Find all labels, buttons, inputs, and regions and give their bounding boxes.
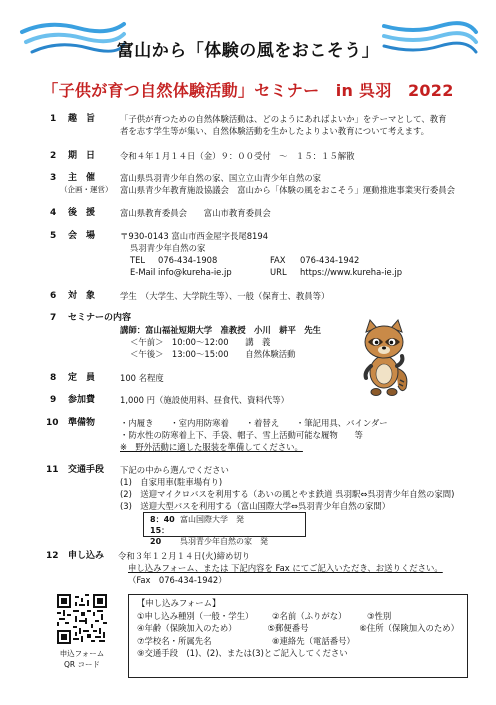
items-note: ※ 野外活動に適した服装を準備してください。 (120, 442, 303, 452)
items-line-1: ・内履き ・室内用防寒着 ・着替え ・筆記用具、バインダー (120, 418, 388, 428)
section-number: 1 (50, 114, 57, 124)
bus-row: 15：20 呉羽青少年自然の家 発 (150, 526, 268, 546)
qr-code-icon[interactable] (57, 594, 107, 644)
morning-session: ＜午前＞ 10:00～12:00 講 義 (130, 337, 271, 347)
section-number: 5 (50, 231, 57, 241)
fee-text: 1,000 円（施設使用料、昼食代、資料代等） (120, 395, 290, 405)
section-number: 3 (50, 173, 57, 183)
section-number: 2 (50, 151, 57, 161)
organizer-line-1: 富山県呉羽青少年自然の家、国立立山青少年自然の家 (120, 173, 321, 183)
apply-deadline: 令和３年１２月１４日(火)締め切り (118, 551, 251, 561)
section-label: 定 員 (68, 373, 96, 383)
section-label: 参加費 (68, 395, 96, 405)
section-number: 8 (50, 373, 57, 383)
venue-fax: 076-434-1942 (300, 255, 360, 265)
section-label: 準備物 (68, 418, 96, 428)
section-sublabel: （企画・運営） (60, 185, 113, 194)
section-label: セミナーの内容 (68, 313, 132, 323)
venue-facility: 呉羽青少年自然の家 (130, 243, 206, 253)
section-label: 会 場 (68, 231, 96, 241)
purpose-line-2: 者を志す学生等が集い、自然体験活動を生かしたよりよい教育について考えます。 (120, 126, 430, 136)
purpose-line-1: 「子供が育つための自然体験活動は、どのようにあればよいか」をテーマとして、教育 (120, 114, 447, 124)
afternoon-session: ＜午後＞ 13:00～15:00 自然体験活動 (130, 349, 296, 359)
section-number: 4 (50, 208, 57, 218)
qr-label-1: 申込フォーム (59, 649, 105, 658)
section-label: 申し込み (68, 551, 105, 561)
target-text: 学生 （大学生、大学院生等）、一般（保育士、教員等） (120, 291, 330, 301)
section-number: 9 (50, 395, 57, 405)
section-number: 7 (50, 313, 57, 323)
bus-schedule-box (143, 512, 306, 546)
section-number: 6 (50, 291, 57, 301)
section-number: 10 (46, 418, 59, 428)
lecturer-text: 講師：富山福祉短期大学 准教授 小川 耕平 先生 (120, 325, 321, 335)
flyer-title: 「子供が育つ自然体験活動」セミナー in 呉羽 2022 (42, 81, 454, 100)
application-form-box (128, 594, 468, 678)
transport-option-3: (3) 送迎大型バスを利用する（富山国際大学⇔呉羽青少年自然の家間） (120, 501, 391, 511)
qr-label-2: QR コード (64, 660, 100, 669)
section-label: 後 援 (68, 208, 96, 218)
flyer-subtitle: 富山から「体験の風をおこそう」 (116, 41, 380, 61)
support-text: 富山県教育委員会 富山市教育委員会 (120, 208, 271, 218)
venue-email[interactable]: info@kureha-ie.jp (158, 267, 232, 277)
bus-row: 8：40 富山国際大学 発 (150, 515, 244, 524)
form-row: ⑦学校名・所属先名 ⑧連絡先（電話番号） (137, 635, 355, 646)
venue-url[interactable]: https://www.kureha-ie.jp (300, 267, 403, 277)
section-label: 趣 旨 (68, 114, 96, 124)
form-row: ④年齢（保険加入のため） ⑤郵便番号 ⑥住所（保険加入のため） (137, 623, 459, 633)
form-row: ①申し込み種別（一般・学生） ②名前（ふりがな） ③性別 (137, 610, 392, 621)
organizer-line-2: 富山県青少年教育施設協議会 富山から「体験の風をおこそう」運動推進事業実行委員会 (120, 185, 455, 195)
venue-tel: 076-434-1908 (158, 255, 218, 265)
venue-address: 〒930-0143 富山市西金屋字長尾8194 (120, 231, 269, 241)
venue-email-url: E-Mail info@kureha-ie.jp URL https://www.kureha-ie.jp (130, 267, 403, 277)
apply-fax: （Fax 076-434-1942） (128, 575, 227, 585)
capacity-text: 100 名程度 (120, 373, 164, 383)
section-label: 期 日 (68, 151, 96, 161)
venue-tel-fax: TEL 076-434-1908 FAX 076-434-1942 (130, 255, 360, 265)
section-number: 12 (46, 551, 59, 561)
transport-option-2: (2) 送迎マイクロバスを利用する（あいの風とやま鉄道 呉羽駅⇔呉羽青少年自然の家間) (120, 489, 455, 499)
section-number: 11 (46, 465, 59, 475)
transport-intro: 下記の中から選んでください (120, 465, 229, 475)
date-text: 令和４年１月１４日（金）９：００受付 ～ １５：１５解散 (120, 151, 355, 161)
mascot-character-icon (356, 318, 412, 400)
apply-instructions[interactable]: 申し込みフォーム、または 下記内容を Fax にてご記入いただき、お送りください。 (128, 563, 443, 573)
form-row: ⑨交通手段 (1)、(2)、または(3)とご記入してください (137, 648, 348, 658)
section-label: 対 象 (68, 291, 96, 301)
section-label: 交通手段 (68, 465, 105, 475)
form-title: 【申し込みフォーム】 (137, 598, 221, 608)
items-line-2: ・防水性の防寒着上下、手袋、帽子、雪上活動可能な履物 等 (120, 430, 363, 440)
section-label: 主 催 (68, 173, 96, 183)
transport-option-1: (1) 自家用車(駐車場有り) (120, 477, 223, 487)
